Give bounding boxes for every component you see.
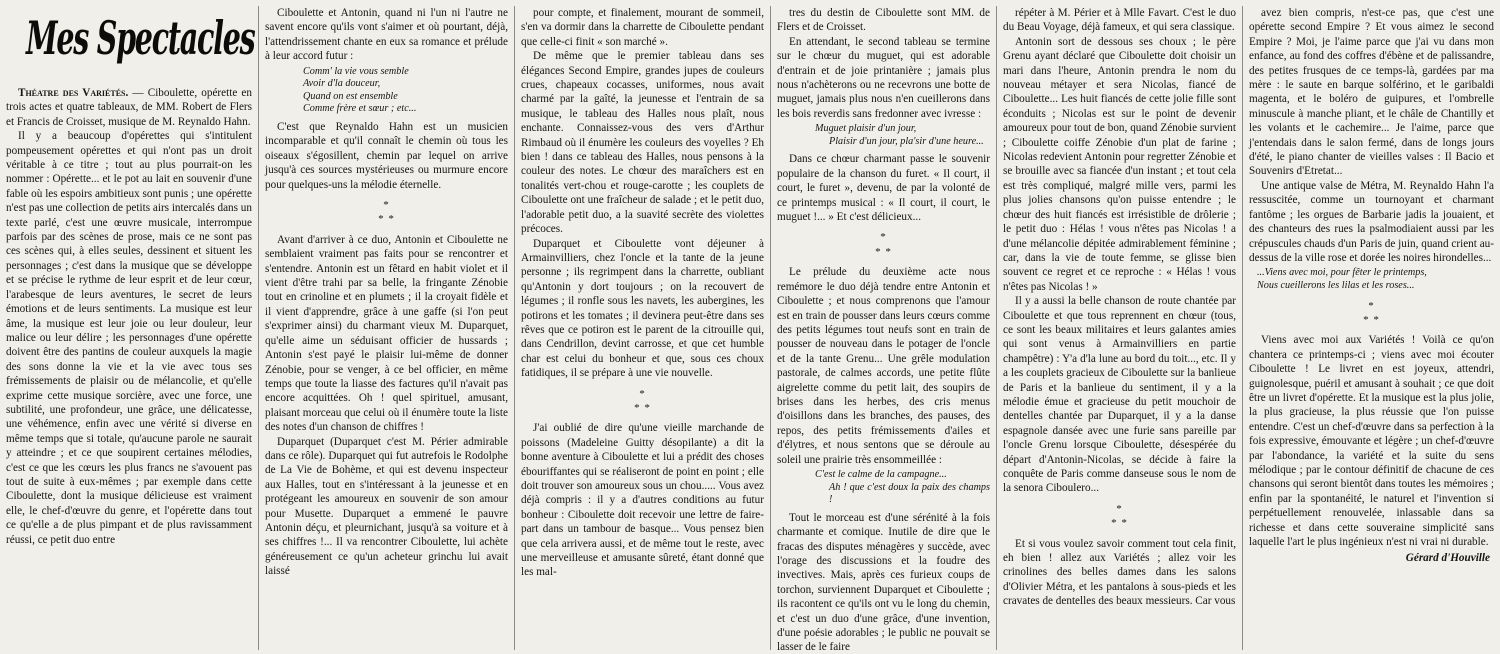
section-asterism: * * * xyxy=(1111,502,1128,530)
section-asterism: * * * xyxy=(1363,299,1380,326)
paragraph: Avant d'arriver à ce duo, Antonin et Ciboulette ne semblaient vraiment pas faits pour se rencontrer et s'entendre. Antonin est un fêtard en habit violet et il vient d'être trahi par sa belle, la fringante Zénobie tout en crinoline et en plumets ; il la croyait fidèle et il vient d'apprendre, grâce à une gaffe (si l'on peut s'exprimer ainsi) du charmant vieux M. Duparquet, qu'elle aime un séduisant officier de hussards ; Antonin s'est payé le plaisir lui-même de donner Zénobie, pour se venger, à ce bel officier, en même temps que toute la liasse des factures qu'il n'avait pas encore acquittées. Oh ! quel spirituel, amusant, plaisant morceau que celui où il énumère toute la liste des notes d'un chanson de chiffres ! xyxy=(265,233,508,434)
author-signature: Gérard d'Houville xyxy=(1405,552,1490,565)
verse-line: ...Viens avec moi, pour fêter le printemps, xyxy=(1257,267,1427,279)
column-4 xyxy=(771,0,996,654)
paragraph: J'ai oublié de dire qu'une vieille marchande de poissons (Madeleine Guitty désopilante) a dit la bonne aventure à Ciboulette et lui a prédit des choses ébouriffantes qui se réaliseront de point en point ; elle doit trouver son amoureux sous un chou..... Vous avez déjà compris : il y a d'autres conditions au futur bonheur : Ciboulette doit recevoir une lettre de faire-part dans un tambour de basque... Vous pensez bien que cela arrivera aussi, et de même tout le reste, avec une merveilleuse et amusante sûreté, étant donné que les mal- xyxy=(521,422,764,579)
paragraph: Le prélude du deuxième acte nous remémore le duo déjà tendre entre Antonin et Ciboulette ; et nous comprenons que l'amour est en train de pousser dans leurs cœurs comme des petits légumes tout neufs sont en train de pousser de nouveau dans le potager de l'oncle et de la tante Grenu... Une grêle modulation pastorale, de calmes accords, une petite flûte aigrelette comme du petit lait, des soupirs de brises dans les herbes, des cris menus d'oisillons dans les branches, des pauses, des repos, des petits frémissements d'ailes et d'élytres, et nous sentons que se déroule au soleil une prairie très ensommeillée : xyxy=(777,266,990,466)
verse-quote xyxy=(1249,267,1494,292)
verse-line: Muguet plaisir d'un jour, xyxy=(815,123,917,135)
paragraph: avez bien compris, n'est-ce pas, que c'est une opérette second Empire ? Et vous aimez le second Empire ? Moi, je l'aime parce que j'ai vu dans mon enfance, au fond des coffres d'ébène et de palissandre, des petites frusques de ce temps-là, gardées par ma mère : le saute en barque solférino, et le garibaldi magenta, et le boléro de guipures, et l'ombrelle minuscule à manche pliant, et le châle de Chantilly et les volants et le cachemire... Je l'aime, parce que j'entendais dans le salon fermé, dans de longs jours d'été, le piano chanter de vieilles valses : Il Bacio et Souvenirs d'Etretat... xyxy=(1249,7,1494,178)
verse-line: Ah ! que c'est doux la paix des champs ! xyxy=(829,481,990,506)
column-1 xyxy=(0,0,258,654)
verse-quote xyxy=(777,469,990,507)
masthead-title: Mes Spectacles xyxy=(26,11,255,65)
verse-quote xyxy=(777,123,990,148)
verse-line: Nous cueillerons les lilas et les roses... xyxy=(1257,279,1415,291)
verse-line: C'est le calme de la campagne... xyxy=(815,468,947,480)
column-2 xyxy=(259,0,514,654)
section-asterism: * * * xyxy=(634,387,651,414)
section-asterism: * * * xyxy=(875,231,892,258)
section-asterism: * * * xyxy=(378,199,395,226)
verse-quote xyxy=(265,66,508,116)
paragraph: tres du destin de Ciboulette sont MM. de Flers et de Croisset. xyxy=(777,7,990,34)
paragraph: Duparquet (Duparquet c'est M. Périer admirable dans ce rôle). Duparquet qui fut autrefois le Rodolphe de La Vie de Bohème, et qui est devenu inspecteur aux Halles, tout en s'intéressant à la jeunesse et en protégeant les amoureux en souvenir de son amour pour Musette. Duparquet a emmené le pauvre Antonin déçu, et pleurnichant, jusqu'à sa voiture et à ses chiffres !... Il va rencontrer Ciboulette, lui achète généreusement ce qu'un acheteur grinchu lui avait laissé xyxy=(265,435,508,578)
paragraph: Ciboulette et Antonin, quand ni l'un ni l'autre ne savent encore qu'ils vont s'aimer et où pourtant, déjà, l'attendrissement chante en eux sa romance et prélude à leur accord futur : xyxy=(265,7,508,63)
paragraph: Il y a aussi la belle chanson de route chantée par Ciboulette et que tous reprennent en chœur (tous, ce sont les beaux militaires et leurs galantes amies qui sont venus à Armainvilliers en partie champêtre) : Y'a d'la lune au bord du toit..., etc. Il y a les couplets gracieux de Ciboulette sur la banlieue de Paris et la banlieue du sentiment, il y a la mélodie émue et gracieuse du petit mouchoir de dentelles chantée par Duparquet, il y a la danse espagnole dansée avec une furie sans pareille par l'oncle Grenu lorsque Ciboulette, désespérée du départ d'Antonin-Nicolas, se décide à faire la conquête de Paris comme danseuse sous le nom de la senora Ciboulero... xyxy=(1003,295,1236,495)
paragraph: Une antique valse de Métra, M. Reynaldo Hahn l'a ressuscitée, comme un tournoyant et charmant fantôme ; les orgues de Barbarie jadis la jouaient, et des chanteurs des rues la psalmodiaient aussi par les crépuscules chauds d'un Paris de juin, quand crient au-dessus de la ville rose et dorée les noires hirondelles... xyxy=(1249,179,1494,264)
paragraph: Et si vous voulez savoir comment tout cela finit, eh bien ! allez aux Variétés ; allez voir les crinolines des belles dames dans les salons d'Olivier Métra, et les pantalons à sous-pieds et les cravates de dentelles des beaux messieurs. Car vous xyxy=(1003,537,1236,608)
paragraph: répéter à M. Périer et à Mlle Favart. C'est le duo du Beau Voyage, déjà fameux, et qui sera classique. xyxy=(1003,7,1236,34)
verse-line: Comme frère et sœur ; etc... xyxy=(303,103,417,115)
paragraph: Il y a beaucoup d'opérettes qui s'intitulent pompeusement opérettes et qui n'ont pas un droit véritable à ce titre ; tout au plus pourrait-on les nommer : Opérette... et le pot au lait en souvenir d'une fable où les espoirs ambitieux sont punis ; une opérette n'est pas une collection de petits airs intercalés dans un texte parlé, c'est une œuvre musicale, interrompue parfois par des scènes de prose, mais ce ne sont pas ces scènes qui, à elles seules, dessinent et situent les personnages ; c'est dans la musique que se développe et se précise le rythme de leur esprit et de leur cœur, l'arabesque de leurs aventures, le secret de leurs émotions et de leurs sentiments. La musique est leur âme, la musique est leur joie ou leur douleur, leur malice ou leur délire ; les personnages d'une opérette doivent être des pantins de couleur auxquels la magie des sons donne la vie et la vie avec tous ses frémissements de plaisir ou de mélancolie, et qu'elle exprime cette musique sorcière, avec une force, une subtilité, une profondeur, une grâce, une délicatesse, une véhémence, enfin avec une vérité si diverse en même temps que si totale, qu'aucune parole ne saurait y atteindre ; et ce que soupirent certaines mélodies, c'est ce que les cœurs les plus francs ne s'avouent pas tout de suite à eux-mêmes ; par exemple dans cette Ciboulette, dont la musique délicieuse est vraiment elle, le chef-d'œuvre du genre, et l'opérette dans tout ce qu'elle a de plus pimpant et de plus ravissamment réussi, ce petit duo entre xyxy=(6,130,252,546)
paragraph: Tout le morceau est d'une sérénité à la fois charmante et comique. Inutile de dire que le fracas des disputes ménagères y succède, avec l'orage des discussions et la foudre des invectives. Mais, après ces furieux coups de torchon, surviennent Duparquet et Ciboulette ; ils racontent ce qu'ils ont vu le long du chemin, et c'est un duo d'une grâce, d'une invention, d'une poésie adorables ; le public ne pouvait se lasser de le faire xyxy=(777,511,990,654)
paragraph: C'est que Reynaldo Hahn est un musicien incomparable et qu'il connaît le chemin où tous les oiseaux s'égosillent, chemin par lequel on arrive jusqu'à ces sources mystérieuses ou murmure encore pour quelques-uns la mélodie éternelle. xyxy=(265,121,508,191)
theatre-name: Théatre des Variétés. xyxy=(18,87,129,99)
review-header xyxy=(6,86,252,129)
review-credits: — Ciboulette, opérette en trois actes et quatre tableaux, de MM. Robert de Flers et Francis de Croisset, musique de M. Reynaldo Hahn. xyxy=(6,87,252,128)
column-6 xyxy=(1243,0,1500,654)
paragraph: En attendant, le second tableau se termine sur le chœur du muguet, qui est adorable d'entrain et de joie printanière ; jamais plus nous n'achèterons ou ne recevrons une botte de muguet, jamais plus nous n'en cueillerons dans les bois reverdis sans fredonner avec ivresse : xyxy=(777,35,990,120)
verse-line: Plaisir d'un jour, pla'sir d'une heure... xyxy=(829,135,984,147)
column-3 xyxy=(515,0,770,654)
paragraph: Dans ce chœur charmant passe le souvenir populaire de la chanson du furet. « Il court, il court, le furet », devenu, de par la volonté de ce printemps musical : « Il court, il court, le muguet !... » Et c'est délicieux... xyxy=(777,153,990,224)
verse-line: Avoir d'la douceur, xyxy=(303,78,381,90)
paragraph: Duparquet et Ciboulette vont déjeuner à Armainvilliers, chez l'oncle et la tante de la jeune personne ; ils regrimpent dans la charrette, oubliant qu'Antonin y dort toujours ; on la recouvert de légumes ; il ronfle sous les navets, les aubergines, les potirons et les tomates ; il devinera peut-être dans ses rêves que ce potiron est le parent de la citrouille qui, dans Cendrillon, devint carrosse, et que cet humble char est celui du bonheur et que, sous ces choux fatidiques, il se prépare à une vie nouvelle. xyxy=(521,237,764,380)
paragraph: Viens avec moi aux Variétés ! Voilà ce qu'on chantera ce printemps-ci ; viens avec moi écouter Ciboulette ! Le livret en est joyeux, attendri, guignolesque, puéril et amusant à souhait ; ce que doit être un livret d'opérette. Et la musique est la plus jolie, la plus gracieuse, la plus réussie que l'on puisse entendre. C'est un chef-d'œuvre dans sa perfection à la fois expressive, émouvante et légère ; un chef-d'œuvre par l'abondance, la variété et la suite du sens mélodique ; par le contour définitif de chacune de ces chansons qui seront bientôt dans toutes les mémoires ; enfin par la spontanéité, le naturel et l'invention si perpétuellement renouvelée, inlassable dans sa richesse et dans cette souveraine simplicité sans laquelle l'art le plus ingénieux n'est ni vrai ni durable. xyxy=(1249,334,1494,548)
verse-line: Quand on est ensemble xyxy=(303,90,398,102)
column-5 xyxy=(997,0,1242,654)
paragraph: pour compte, et finalement, mourant de sommeil, s'en va dormir dans la charrette de Ciboulette pendant que celle-ci finit « son marché ». xyxy=(521,7,764,48)
paragraph: De même que le premier tableau dans ses élégances Second Empire, grandes jupes de couleurs crues, chapeaux cocasses, uniformes, nous avait charmé par la gaîté, la jeunesse et l'entrain de sa musique, le tableau des Halles nous plaît, nous enchante. Connaissez-vous des vers d'Arthur Rimbaud où il énumère les couleurs des voyelles ? Eh bien ! dans ce tableau des Halles, nous pensons à la couleur des notes. Le chœur des maraîchers est en tonalités vert-chou et rouge-carotte ; les couplets de Ciboulette ont une fraîcheur de salade ; et le petit duo, l'adorable petit duo, a la suavité secrète des violettes précoces. xyxy=(521,50,764,236)
paragraph: Antonin sort de dessous ses choux ; le père Grenu ayant déclaré que Ciboulette doit choisir un mari dans l'heure, Antonin prendra le nom du nouveau métayer et sera Nicolas, fiancé de Ciboulette... Les huit fiancés de cette jolie fille sont éconduits ; Nicolas est sur le point de devenir amoureux pour tout de bon, quand Zénobie survient ; Ciboulette coiffe Zénobie d'un plat de farine ; Nicolas redevient Antonin pour regretter Zénobie et se brouille avec sa fiancée d'un instant ; et tout cela est très compliqué, malgré mille vers, parmi les plus jolies chansons qu'on puisse entendre ; le chœur des huit fiancés est irrésistible de drôlerie ; le petit duo : Hélas ! vous n'êtes pas Nicolas ! a d'une mélancolie dépitée admirablement féminine ; car, dans la vie de toute femme, se glisse bien souvent ce regret et ce reproche : « Hélas ! vous n'êtes pas Nicolas ! » xyxy=(1003,35,1236,293)
verse-line: Comm' la vie vous semble xyxy=(303,65,409,77)
